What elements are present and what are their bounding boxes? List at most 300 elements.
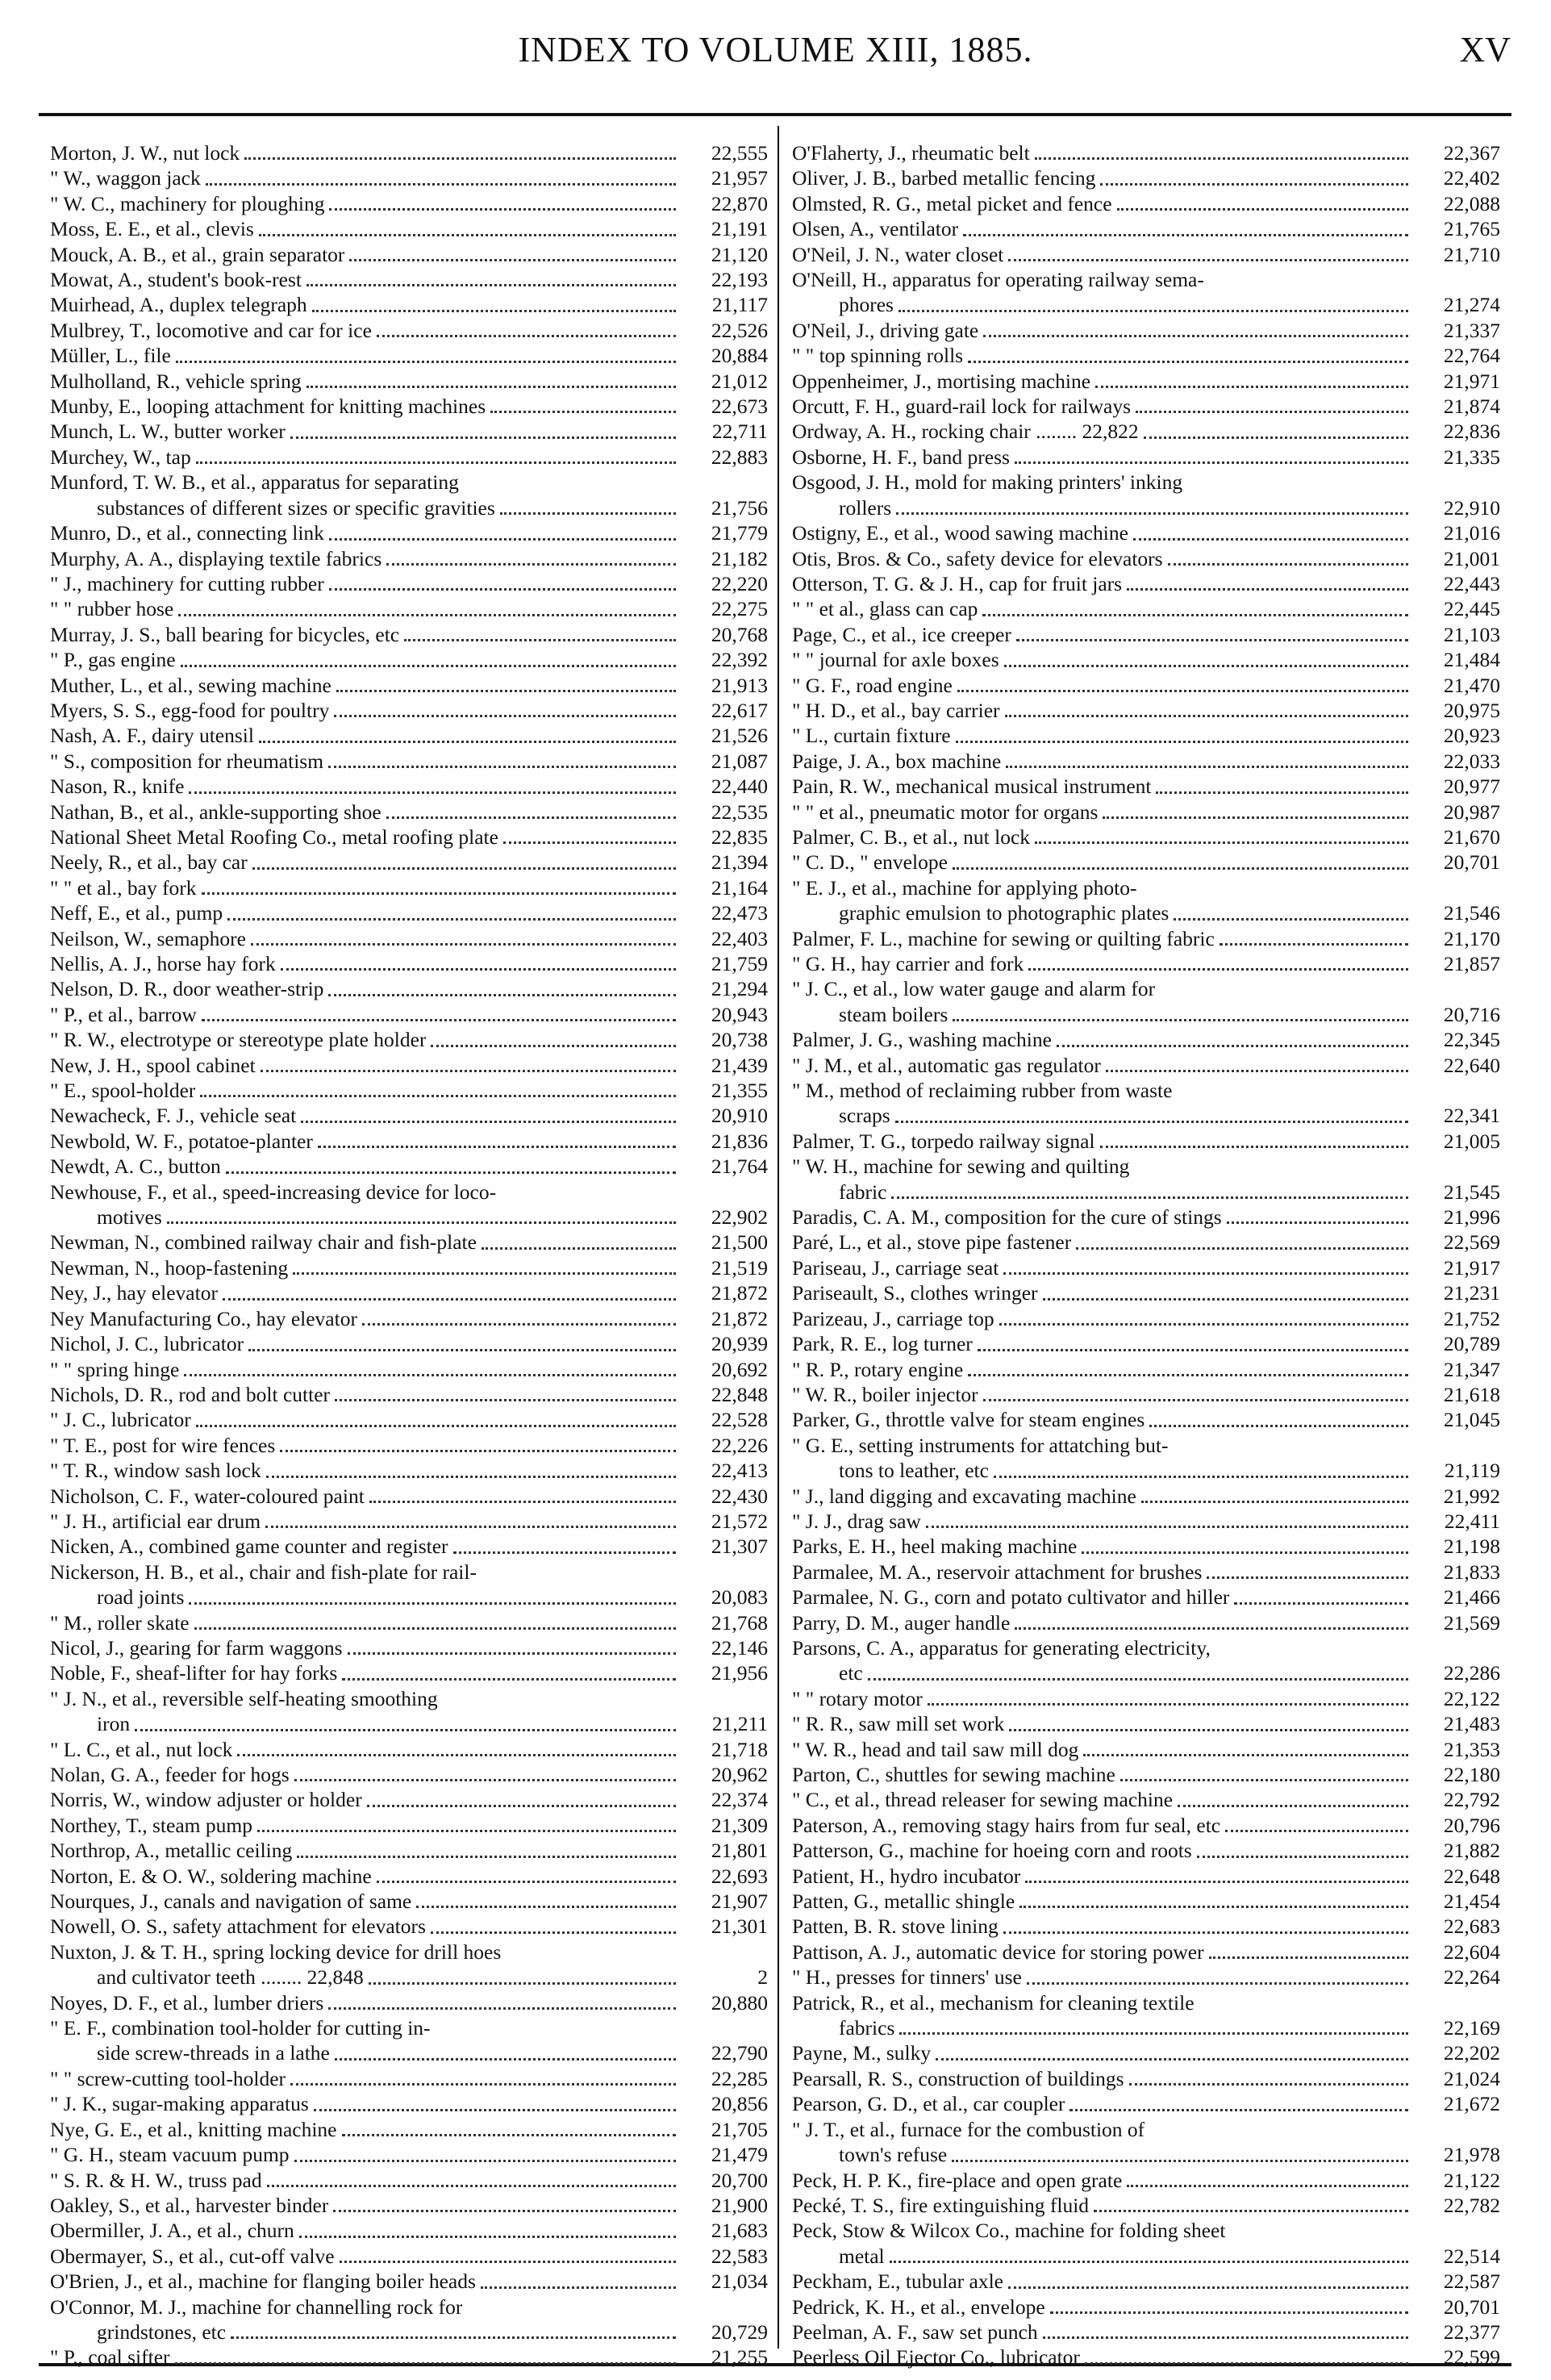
index-entry: [792, 419, 1500, 444]
dot-leader: [431, 1931, 676, 1934]
patent-number: 21,335: [1443, 445, 1500, 469]
entry-text: " R. P., rotary engine: [792, 1357, 964, 1381]
entry-text: Morton, J. W., nut lock: [50, 141, 240, 165]
dot-leader: [261, 1070, 676, 1072]
index-entry: [792, 1129, 1500, 1154]
dot-leader: [968, 361, 1408, 363]
dot-leader: [135, 1729, 676, 1731]
entry-text: " " et al., pneumatic motor for organs: [792, 800, 1099, 824]
entry-text: Osborne, H. F., band press: [792, 445, 1010, 469]
patent-number: 22,445: [1443, 597, 1500, 621]
dot-leader: [1028, 968, 1408, 971]
patent-number: 21,913: [711, 673, 768, 697]
entry-text: Nowell, O. S., safety attachment for elevators: [50, 1914, 426, 1939]
patent-number: 22,180: [1443, 1763, 1500, 1786]
index-entry: [50, 318, 768, 343]
index-entry: [50, 1686, 768, 1711]
dot-leader: [290, 436, 676, 439]
entry-text: Parmalee, N. G., corn and potato cultivator and hiller: [792, 1585, 1230, 1610]
dot-leader: [306, 284, 676, 286]
patent-number: 20,910: [711, 1104, 768, 1128]
patent-number: 21,034: [711, 2269, 768, 2294]
entry-text: Pariseault, S., clothes wringer: [792, 1281, 1038, 1305]
patent-number: 21,454: [1443, 1889, 1500, 1914]
patent-number: 21,484: [1443, 648, 1500, 672]
index-entry: [792, 2040, 1500, 2065]
index-entry: [50, 1889, 768, 1914]
dot-leader: [167, 1221, 676, 1224]
index-entry: [50, 2015, 768, 2040]
patent-number: 20,729: [711, 2319, 768, 2344]
patent-number: 22,402: [1443, 166, 1500, 190]
entry-text: " J. K., sugar-making apparatus: [50, 2092, 309, 2116]
index-entry: [792, 1306, 1500, 1331]
dot-leader: [956, 741, 1408, 743]
patent-number: 21,996: [1443, 1205, 1500, 1230]
patent-number: 21,618: [1443, 1382, 1500, 1406]
patent-number: 22,673: [711, 395, 768, 419]
right-column: [792, 140, 1500, 2370]
index-entry: [50, 1331, 768, 1356]
entry-text: tons to leather, etc: [839, 1459, 989, 1483]
index-entry: [792, 165, 1500, 190]
dot-leader: [386, 563, 676, 566]
patent-number: 22,413: [711, 1459, 768, 1483]
entry-text: Nelson, D. R., door weather-strip: [50, 977, 324, 1001]
patent-number: 20,768: [711, 622, 768, 646]
entry-text: Peck, Stow & Wilcox Co., machine for folding sheet: [792, 2219, 1226, 2243]
patent-number: 22,122: [1443, 1686, 1500, 1710]
patent-number: 21,164: [711, 875, 768, 900]
index-entry: [792, 2294, 1500, 2319]
index-entry: [792, 546, 1500, 571]
dot-leader: [1207, 1576, 1408, 1579]
index-entry: [792, 1660, 1500, 1685]
dot-leader: [1015, 461, 1408, 464]
index-entry: [792, 1280, 1500, 1305]
index-entry: [50, 1813, 768, 1838]
patent-number: 21,756: [711, 495, 768, 520]
patent-number: 21,005: [1443, 1129, 1500, 1153]
patent-number: 20,880: [711, 1990, 768, 2015]
index-entry: [50, 1078, 768, 1103]
patent-number: 20,939: [711, 1332, 768, 1356]
index-entry: [792, 1838, 1500, 1863]
index-entry: [50, 267, 768, 292]
entry-text: Patrick, R., et al., mechanism for cleaning textile: [792, 1990, 1195, 2015]
entry-text: " S., composition for rheumatism: [50, 749, 324, 773]
entry-text: Pariseau, J., carriage seat: [792, 1255, 999, 1280]
patent-number: 21,470: [1443, 673, 1500, 697]
index-entry: [792, 1965, 1500, 1990]
entry-text: " H., presses for tinners' use: [792, 1965, 1022, 1990]
dot-leader: [978, 1349, 1408, 1351]
index-entry: [50, 723, 768, 748]
entry-text: " " journal for axle boxes: [792, 648, 999, 672]
entry-text: Myers, S. S., egg-food for poultry: [50, 698, 330, 722]
entry-text: Nuxton, J. & T. H., spring locking device for drill hoes: [50, 1939, 502, 1964]
index-entry: [50, 1509, 768, 1534]
index-entry: [792, 318, 1500, 343]
entry-text: " W., waggon jack: [50, 166, 201, 190]
entry-text: Neff, E., et al., pump: [50, 901, 223, 925]
entry-text: Parry, D. M., auger handle: [792, 1610, 1011, 1635]
patent-number: 22,836: [1443, 420, 1500, 444]
dot-leader: [1127, 2185, 1408, 2187]
entry-text: " T. E., post for wire fences: [50, 1433, 276, 1457]
dot-leader: [267, 2185, 676, 2187]
entry-text: Mouck, A. B., et al., grain separator: [50, 242, 345, 266]
entry-text: " S. R. & H. W., truss pad: [50, 2168, 262, 2192]
index-entry: [792, 495, 1500, 520]
patent-number: 21,294: [711, 977, 768, 1001]
index-entry: [50, 165, 768, 190]
patent-number: 21,182: [711, 546, 768, 570]
dot-leader: [1043, 1298, 1408, 1301]
entry-text: Palmer, T. G., torpedo railway signal: [792, 1129, 1095, 1153]
index-entry: [50, 2066, 768, 2091]
patent-number: 21,801: [711, 1839, 768, 1863]
index-entry: [792, 1357, 1500, 1382]
index-entry: [50, 673, 768, 698]
dot-leader: [333, 2210, 676, 2212]
entry-text: etc: [839, 1661, 863, 1685]
dot-leader: [335, 1399, 676, 1401]
dot-leader: [342, 2134, 677, 2136]
dot-leader: [1197, 1856, 1408, 1858]
patent-number: 21,274: [1443, 293, 1500, 317]
index-entry: [50, 2269, 768, 2294]
index-entry: [50, 1053, 768, 1078]
dot-leader: [953, 867, 1408, 870]
dot-leader: [936, 2058, 1408, 2061]
index-entry: [792, 1458, 1500, 1483]
index-entry: [50, 2168, 768, 2193]
entry-text: " H. D., et al., bay carrier: [792, 698, 1000, 722]
patent-number: 22,392: [711, 648, 768, 672]
dot-leader: [1141, 1501, 1408, 1503]
index-entry: [792, 1180, 1500, 1205]
patent-number: 22,528: [711, 1408, 768, 1432]
patent-number: 21,255: [711, 2345, 768, 2370]
entry-text: Otterson, T. G. & J. H., cap for fruit jars: [792, 571, 1123, 595]
dot-leader: [1178, 1805, 1408, 1807]
patent-number: 20,796: [1443, 1813, 1500, 1837]
dot-leader: [1095, 386, 1408, 388]
patent-number: 22,902: [711, 1205, 768, 1230]
index-entry: [50, 1534, 768, 1559]
entry-text: Paige, J. A., box machine: [792, 749, 1002, 773]
entry-text: Munford, T. W. B., et al., apparatus for separating: [50, 470, 459, 495]
entry-text: Peerless Oil Ejector Co., lubricator: [792, 2345, 1080, 2370]
entry-text: " G. E., setting instruments for attatching but-: [792, 1433, 1169, 1457]
index-entry: [792, 1053, 1500, 1078]
patent-number: 21,759: [711, 952, 768, 975]
index-entry: [792, 976, 1500, 1001]
entry-text: motives: [97, 1205, 162, 1230]
dot-leader: [328, 994, 676, 996]
dot-leader: [206, 183, 676, 186]
index-entry: [50, 1585, 768, 1610]
patent-number: 22,604: [1443, 1939, 1500, 1964]
patent-number: 21,779: [711, 521, 768, 545]
dot-leader: [340, 2261, 676, 2263]
patent-number: 21,764: [711, 1155, 768, 1179]
index-entry: [50, 2345, 768, 2370]
entry-text: O'Flaherty, J., rheumatic belt: [792, 141, 1030, 165]
entry-text: " " screw-cutting tool-holder: [50, 2066, 286, 2090]
dot-leader: [1225, 1830, 1408, 1832]
dot-leader: [175, 2362, 676, 2365]
index-entry: [50, 951, 768, 976]
dot-leader: [1100, 183, 1408, 186]
index-entry: [50, 2117, 768, 2142]
index-entry: [792, 2168, 1500, 2193]
dot-leader: [1100, 1146, 1409, 1148]
page-number: XV: [1459, 30, 1511, 69]
entry-text: Neilson, W., semaphore: [50, 926, 246, 950]
patent-number: 21,872: [711, 1306, 768, 1330]
index-entry: [792, 1939, 1500, 1965]
dot-leader: [404, 639, 676, 641]
entry-text: " " top spinning rolls: [792, 344, 964, 368]
entry-text: National Sheet Metal Roofing Co., metal roofing plate: [50, 825, 498, 849]
dot-leader: [1019, 1906, 1408, 1908]
dot-leader: [329, 208, 676, 211]
dot-leader: [1006, 766, 1408, 768]
patent-number: 22,088: [1443, 191, 1500, 215]
entry-text: Nellis, A. J., horse hay fork: [50, 952, 276, 975]
index-entry: [50, 800, 768, 825]
patent-number: 21,545: [1443, 1180, 1500, 1204]
dot-leader: [868, 1678, 1408, 1681]
entry-text: Nolan, G. A., feeder for hogs: [50, 1763, 290, 1786]
index-entry: [50, 1382, 768, 1407]
dot-leader: [349, 259, 676, 261]
dot-leader: [196, 461, 676, 464]
index-entry: [50, 825, 768, 850]
dot-leader: [416, 1906, 676, 1908]
index-entry: [50, 2218, 768, 2243]
dot-leader: [301, 1121, 676, 1123]
dot-leader: [1129, 2083, 1408, 2086]
dot-leader: [280, 1450, 676, 1452]
entry-text: " " et al., bay fork: [50, 875, 197, 900]
entry-text: Nichol, J. C., lubricator: [50, 1332, 244, 1356]
index-entry: [792, 445, 1500, 470]
patent-number: 20,975: [1443, 698, 1500, 722]
index-entry: [50, 875, 768, 900]
entry-text: and cultivator teeth ........ 22,848: [97, 1965, 364, 1990]
entry-text: Paterson, A., removing stagy hairs from fur seal, etc: [792, 1813, 1221, 1837]
dot-leader: [891, 1196, 1408, 1199]
patent-number: 21,971: [1443, 369, 1500, 393]
dot-leader: [257, 1830, 676, 1832]
dot-leader: [1027, 1982, 1408, 1985]
entry-text: Obermiller, J. A., et al., churn: [50, 2219, 294, 2243]
patent-number: 22,440: [711, 775, 768, 799]
dot-leader: [336, 690, 676, 692]
patent-number: 21,836: [711, 1129, 768, 1153]
patent-number: 22,146: [711, 1635, 768, 1660]
dot-leader: [297, 1856, 676, 1858]
dot-leader: [1025, 1881, 1408, 1883]
index-entry: [792, 1762, 1500, 1787]
dot-leader: [1103, 816, 1408, 819]
patent-number: 21,546: [1443, 901, 1500, 925]
page-header: [0, 0, 1551, 97]
index-entry: [792, 647, 1500, 672]
entry-text: " T. R., window sash lock: [50, 1459, 261, 1483]
dot-leader: [1016, 639, 1408, 641]
patent-number: 20,701: [1443, 850, 1500, 875]
entry-text: Park, R. E., log turner: [792, 1332, 973, 1356]
patent-number: 22,220: [711, 571, 768, 595]
index-frame: [39, 113, 1511, 2370]
entry-text: Pearson, G. D., et al., car coupler: [792, 2092, 1065, 2116]
patent-number: 22,569: [1443, 1230, 1500, 1255]
index-entry: [792, 1103, 1500, 1128]
index-entry: [50, 1610, 768, 1635]
entry-text: Patten, G., metallic shingle: [792, 1889, 1015, 1914]
dot-leader: [1227, 1221, 1408, 1224]
entry-text: Paradis, C. A. M., composition for the cure of stings: [792, 1205, 1222, 1230]
dot-leader: [482, 1247, 676, 1250]
patent-number: 20,701: [1443, 2294, 1500, 2319]
index-entry: [792, 1078, 1500, 1103]
entry-text: substances of different sizes or specific gravities: [97, 495, 495, 520]
entry-text: Northrop, A., metallic ceiling: [50, 1839, 293, 1863]
dot-leader: [312, 310, 676, 312]
entry-text: Palmer, J. G., washing machine: [792, 1028, 1052, 1052]
entry-text: Moss, E. E., et al., clevis: [50, 217, 254, 241]
dot-leader: [481, 2286, 676, 2289]
patent-number: 21,119: [1444, 1459, 1500, 1483]
dot-leader: [348, 1652, 676, 1655]
entry-text: Nickerson, H. B., et al., chair and fish-plate for rail-: [50, 1560, 477, 1584]
entry-text: New, J. H., spool cabinet: [50, 1053, 256, 1077]
dot-leader: [1120, 1779, 1408, 1781]
patent-number: 21,833: [1443, 1560, 1500, 1584]
dot-leader: [953, 1019, 1408, 1021]
entry-text: Ordway, A. H., rocking chair ........ 22,822: [792, 420, 1139, 444]
dot-leader: [377, 1881, 676, 1883]
patent-number: 22,583: [711, 2244, 768, 2268]
index-entry: [50, 774, 768, 799]
index-entry: [50, 1990, 768, 2015]
entry-text: " P., coal sifter: [50, 2345, 170, 2370]
entry-text: " " et al., glass can cap: [792, 597, 978, 621]
entry-text: " L., curtain fixture: [792, 724, 951, 748]
index-entry: [792, 1027, 1500, 1052]
index-entry: [50, 520, 768, 545]
patent-number: 20,083: [711, 1585, 768, 1610]
index-entry: [792, 1813, 1500, 1838]
entry-text: " P., et al., barrow: [50, 1002, 197, 1026]
index-entry: [792, 1711, 1500, 1736]
index-entry: [792, 1002, 1500, 1027]
dot-leader: [1106, 1070, 1408, 1072]
index-entry: [792, 1787, 1500, 1812]
entry-text: Patterson, G., machine for hoeing corn and roots: [792, 1839, 1192, 1863]
entry-text: O'Connor, M. J., machine for channelling rock for: [50, 2294, 463, 2319]
entry-text: Munro, D., et al., connecting link: [50, 521, 324, 545]
index-entry: [792, 2319, 1500, 2345]
index-entry: [50, 495, 768, 520]
index-entry: [50, 647, 768, 672]
dot-leader: [928, 1703, 1408, 1706]
index-entry: [792, 1534, 1500, 1559]
dot-leader: [1136, 411, 1408, 413]
patent-number: 22,374: [711, 1788, 768, 1812]
dot-leader: [453, 1551, 676, 1554]
dot-leader: [1234, 1602, 1408, 1605]
dot-leader: [237, 1754, 676, 1756]
dot-leader: [362, 1323, 676, 1326]
index-entry: [50, 2040, 768, 2065]
index-entry: [792, 875, 1500, 900]
dot-leader: [335, 2058, 676, 2061]
index-entry: [50, 850, 768, 875]
patent-number: 21,231: [1443, 1281, 1500, 1305]
entry-text: Mowat, A., student's book-rest: [50, 268, 302, 292]
entry-text: " W. C., machinery for ploughing: [50, 191, 325, 215]
patent-number: 22,411: [1444, 1509, 1500, 1533]
index-entry: [50, 1914, 768, 1939]
entry-text: Patient, H., hydro incubator: [792, 1864, 1021, 1888]
index-entry: [50, 546, 768, 571]
index-entry: [792, 850, 1500, 875]
dot-leader: [1009, 1729, 1408, 1731]
entry-text: Nathan, B., et al., ankle-supporting shoe: [50, 800, 381, 824]
dot-leader: [982, 614, 1408, 616]
dot-leader: [281, 968, 676, 971]
patent-number: 22,640: [1443, 1053, 1500, 1077]
dot-leader: [329, 588, 676, 591]
dot-leader: [266, 1476, 676, 1478]
entry-text: " M., roller skate: [50, 1610, 190, 1635]
entry-text: Northey, T., steam pump: [50, 1813, 252, 1837]
patent-number: 21,103: [1443, 622, 1500, 646]
patent-number: 22,367: [1443, 141, 1500, 165]
dot-leader: [1035, 157, 1408, 160]
index-entry: [792, 622, 1500, 647]
index-entry: [50, 1787, 768, 1812]
entry-text: Page, C., et al., ice creeper: [792, 622, 1011, 646]
entry-text: Nicken, A., combined game counter and register: [50, 1534, 448, 1559]
dot-leader: [1156, 791, 1408, 794]
index-entry: [50, 622, 768, 647]
patent-number: 21,353: [1443, 1737, 1500, 1761]
patent-number: 20,789: [1443, 1332, 1500, 1356]
patent-number: 22,782: [1443, 2193, 1500, 2217]
patent-number: 22,792: [1443, 1788, 1500, 1812]
patent-number: 22,535: [711, 800, 768, 824]
index-entry: [792, 2193, 1500, 2218]
dot-leader: [899, 2032, 1408, 2035]
patent-number: 22,514: [1443, 2244, 1500, 2268]
index-entry: [50, 1737, 768, 1762]
patent-number: 21,012: [711, 369, 768, 393]
dot-leader: [1057, 1045, 1408, 1047]
patent-number: 21,683: [711, 2219, 768, 2243]
patent-number: 21,672: [1443, 2092, 1500, 2116]
index-entry: [50, 2244, 768, 2269]
patent-number: 22,377: [1443, 2319, 1500, 2344]
dot-leader: [386, 816, 676, 819]
dot-leader: [328, 766, 676, 768]
index-entry: [50, 1154, 768, 1179]
